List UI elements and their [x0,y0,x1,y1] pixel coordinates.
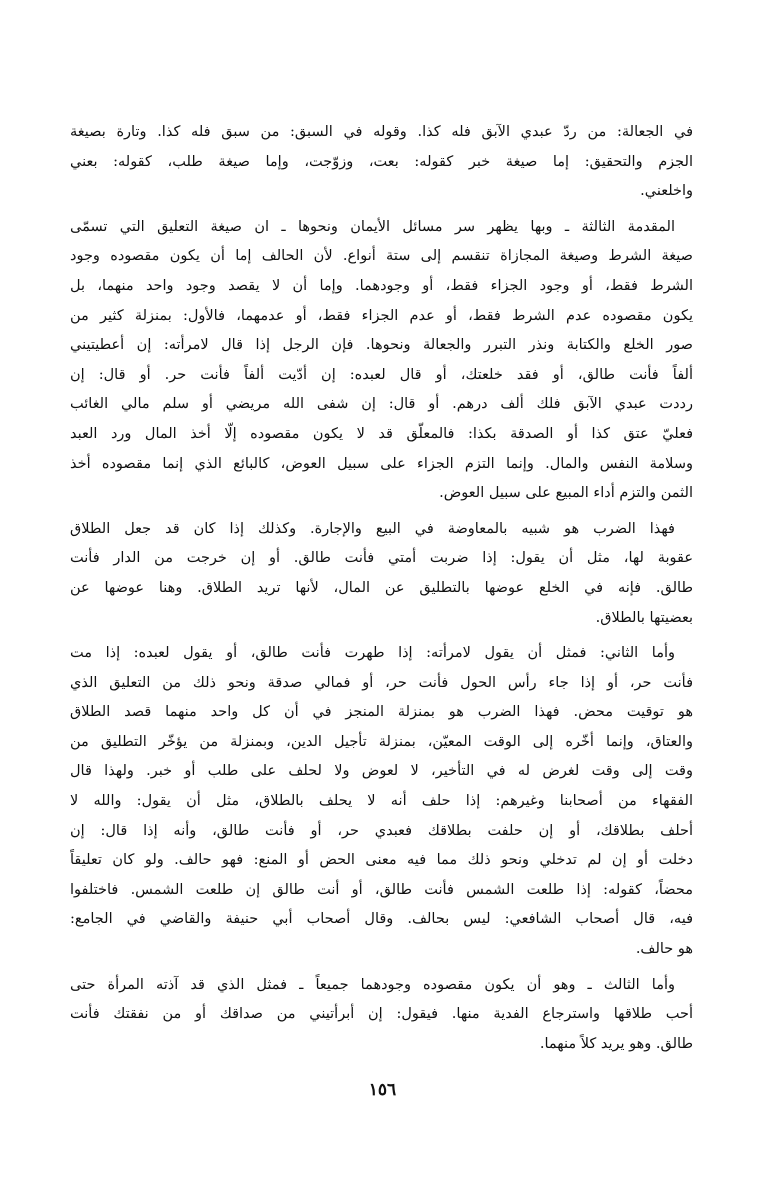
text-line: الشرط فقط، أو وجود الجزاء فقط، أو وجودهما. وإما أن لا يقصد وجود واحد منهما، بل [70,277,693,294]
text-line: دخلت أو إن لم تدخلي ونحو ذلك مما فيه معنى الحض أو المنع: فهو حالف. ولو كان تعليقاً [70,852,693,869]
page-number: ١٥٦ [368,1080,397,1100]
text-line: هو توقيت محض. فهذا الضرب هو بمنزلة المنجز في أن كل واحد منهما قصد الطلاق [70,704,693,721]
text-line: رددت عبدي الآبق فلك ألف درهم. أو قال: إن شفى الله مريضي أو سلم مالي الغائب [70,396,693,413]
text-line: فعليّ عتق كذا أو الصدقة بكذا: فالمعلّق قد لا يكون مقصوده إلّا أخذ المال ورد العبد [70,425,693,442]
text-line: طالق. وهو يريد كلاً منهما. [539,1035,693,1052]
text-line: الجزم والتحقيق: إما صيغة خبر كقوله: بعت، وزوّجت، وإما صيغة طلب، كقوله: بعني [70,153,693,170]
paragraph-1 [70,118,693,207]
text-line: وأما الثالث ـ وهو أن يكون مقصوده وجودهما جميعاً ـ فمثل الذي قد آذته المرأة حتى [70,976,675,993]
paragraph-4 [70,639,693,965]
text-line: يكون مقصوده عدم الشرط فقط، أو عدم الجزاء فقط، أو عدمهما، فالأول: بمنزلة كثير من [70,307,693,324]
text-line: وسلامة النفس والمال. وإنما التزم الجزاء على سبيل العوض، كالبائع الذي إنما مقصوده أخذ [70,455,693,472]
text-line: عقوبة لها، مثل أن يقول: إذا ضربت أمتي فأنت طالق. أو إن خرجت من الدار فأنت [70,550,693,567]
text-line: والعتاق، وإنما أخّره إلى الوقت المعيّن، بمنزلة تأجيل الدين، وبمنزلة من يؤخّر التطليق من [70,733,693,750]
text-line: محضاً، كقوله: إذا طلعت الشمس فأنت طالق، أو أنت طالق إن طلعت الشمس. فاختلفوا [70,881,693,898]
text-line: أحلف بطلاقك، أو إن حلفت بطلاقك فعبدي حر، أو فأنت طالق، وأنه إذا قال: إن [70,822,693,839]
page-body [70,118,693,1065]
text-line: فيه، قال أصحاب الشافعي: ليس بحالف. وقال أصحاب أبي حنيفة والقاضي في الجامع: [70,911,693,928]
text-line: واخلعني. [640,183,693,200]
text-line: فأنت حر، أو إذا جاء رأس الحول فأنت حر، أو فمالي صدقة ونحو ذلك من التعليق الذي [70,674,693,691]
text-line: صور الخلع والكتابة ونذر التبرر والجعالة ونحوها. فإن الرجل إذا قال لامرأته: إن أعطيتيني [70,337,693,354]
text-line: وأما الثاني: فمثل أن يقول لامرأته: إذا طهرت فأنت طالق، أو يقول لعبده: إذا مت [70,645,675,662]
text-line: صيغة الشرط وصيغة المجازاة تنقسم إلى ستة أنواع. لأن الحالف إما أن يكون مقصوده وجود [70,248,693,265]
text-line: الثمن والتزم أداء المبيع على سبيل العوض. [439,485,693,502]
text-line: المقدمة الثالثة ـ وبها يظهر سر مسائل الأيمان ونحوها ـ ان صيغة التعليق التي تسمّى [70,218,675,235]
text-line: فهذا الضرب هو شبيه بالمعاوضة في البيع والإجارة. وكذلك إذا كان قد جعل الطلاق [70,520,675,537]
text-line: وقت إلى وقت لغرض له في التأخير، لا لعوض ولا لحلف على طلب أو خبر. ولهذا قال [70,763,693,780]
text-line: طالق. فإنه في الخلع عوضها بالتطليق عن المال، لأنها تريد الطلاق. وهنا عوضها عن [70,579,693,596]
text-line: بعضيتها بالطلاق. [595,609,693,626]
text-line: أحب طلاقها واسترجاع الفدية منها. فيقول: إن أبرأتيني من صداقك أو من نفقتك فأنت [70,1006,693,1023]
text-line: في الجعالة: من ردّ عبدي الآبق فله كذا. وقوله في السبق: من سبق فله كذا. وتارة بصيغة [70,124,693,140]
paragraph-3 [70,515,693,633]
text-line: ألفاً فأنت طالق، أو فقد خلعتك، أو قال لعبده: إن أدّيت ألفاً فأنت حر. أو قال: إن [70,366,693,383]
paragraph-2 [70,213,693,509]
text-line: الفقهاء من أصحابنا وغيرهم: إذا حلف أنه لا يحلف بالطلاق، مثل أن يقول: والله لا [70,793,693,810]
text-line: هو حالف. [635,941,693,958]
paragraph-5 [70,971,693,1060]
